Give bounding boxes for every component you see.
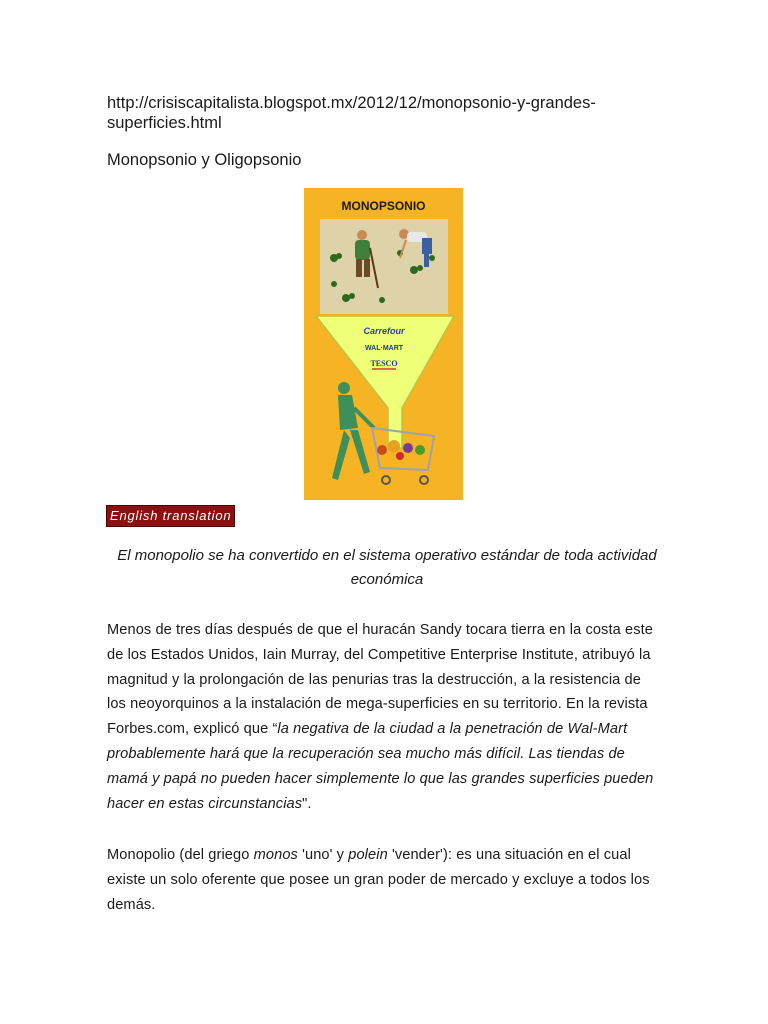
source-url-line-1[interactable]: http://crisiscapitalista.blogspot.mx/2012/12/monopsonio-y-grandes- (107, 94, 596, 112)
brand-tesco: TESCO (370, 359, 398, 368)
poster-heading: MONOPSONIO (341, 199, 426, 213)
brand-walmart: WAL·MART (364, 345, 404, 352)
paragraph-sandy (107, 618, 663, 816)
greek-polein: polein (348, 847, 388, 863)
document-subtitle: El monopolio se ha convertido en el sistema operativo estándar de toda actividad económica (117, 547, 657, 588)
brand-carrefour: Carrefour (363, 326, 405, 336)
source-url[interactable] (107, 93, 667, 133)
forbes-quote: la negativa de la ciudad a la penetración de Wal-Mart probablemente hará que la recuperación sea mucho más difícil. Las tiendas de mamá y papá no pueden hacer simplemente lo que las grandes superficies pueden hacer en estas circunstancias (107, 721, 654, 812)
english-translation-link[interactable]: English translation (106, 505, 235, 527)
document-title: Monopsonio y Oligopsonio (107, 151, 302, 169)
paragraph-monopolio (107, 843, 663, 917)
paragraph-text: 'uno' y (297, 847, 349, 863)
paragraph-text: (del griego (175, 847, 254, 863)
quote-end: ". (302, 795, 312, 812)
definition-term: Monopolio (107, 847, 176, 863)
paragraph-text: Menos de tres días después de que el huracán Sandy tocara tierra en la costa este de los Estados Unidos, Iain Murray, del Competitive Enterprise Institute, atribuyó la magnitud y la prolongación de las penurias tras la destrucción, a la resistencia de los neoyorquinos a la instalación de mega-superficies en su territorio. En la revista Forbes.com, explicó que “ (107, 622, 653, 738)
source-url-line-2[interactable]: superficies.html (107, 114, 222, 132)
paragraph-text: 'vender'): es una situación en el cual existe un solo oferente que posee un gran poder de mercado y excluye a todos los demás. (107, 847, 650, 913)
greek-monos: monos (253, 847, 298, 863)
monopsonio-illustration (304, 188, 463, 500)
